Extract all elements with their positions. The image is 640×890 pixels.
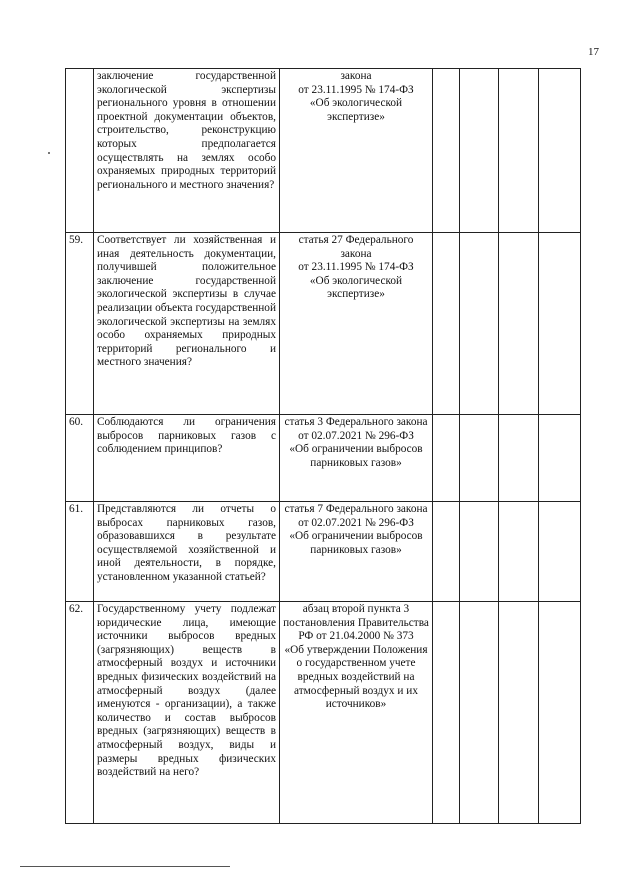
answer-cell bbox=[433, 602, 460, 824]
legal-basis-cell bbox=[280, 415, 433, 502]
legal-basis-cell bbox=[280, 69, 433, 233]
answer-cell bbox=[433, 233, 460, 415]
question-cell: заключение государственной экологической экспертизы регионального уровня в отношении проектной документации объектов, строительство, реконструкцию которых предполагается осуществлять на землях особо охраняемых природных территорий регионального и местного значения? bbox=[94, 69, 280, 233]
table-row bbox=[66, 415, 581, 502]
legal-basis-text: статья 3 Федерального закона от 02.07.2021 № 296-ФЗ «Об ограничении выбросов парниковых газов» bbox=[284, 416, 428, 469]
answer-cell bbox=[539, 502, 581, 602]
question-cell: Соблюдаются ли ограничения выбросов парниковых газов с соблюдением принципов? bbox=[94, 415, 280, 502]
answer-cell bbox=[433, 502, 460, 602]
table-row bbox=[66, 602, 581, 824]
table-row bbox=[66, 69, 581, 233]
legal-basis-text: закона от 23.11.1995 № 174-ФЗ «Об экологической экспертизе» bbox=[298, 70, 414, 123]
page-number: 17 bbox=[588, 46, 599, 58]
answer-cell bbox=[499, 415, 539, 502]
answer-cell bbox=[499, 69, 539, 233]
answer-cell bbox=[460, 233, 499, 415]
answer-cell bbox=[539, 602, 581, 824]
answer-cell bbox=[539, 233, 581, 415]
table-row bbox=[66, 233, 581, 415]
answer-cell bbox=[499, 602, 539, 824]
question-cell: Представляются ли отчеты о выбросах парниковых газов, образовавшихся в результате осуществляемой хозяйственной и иной деятельности, в порядке, установленном указанной статьей? bbox=[94, 502, 280, 602]
answer-cell bbox=[460, 69, 499, 233]
legal-basis-cell bbox=[280, 502, 433, 602]
legal-basis-text: статья 7 Федерального закона от 02.07.2021 № 296-ФЗ «Об ограничении выбросов парниковых газов» bbox=[284, 503, 428, 556]
answer-cell bbox=[433, 415, 460, 502]
table-row bbox=[66, 502, 581, 602]
answer-cell bbox=[460, 502, 499, 602]
footer-rule bbox=[20, 866, 230, 867]
answer-cell bbox=[539, 415, 581, 502]
row-number bbox=[66, 69, 94, 233]
row-number: 60. bbox=[66, 415, 94, 502]
answer-cell bbox=[433, 69, 460, 233]
scan-speck bbox=[48, 152, 50, 154]
row-number: 61. bbox=[66, 502, 94, 602]
answer-cell bbox=[460, 602, 499, 824]
checklist-table bbox=[65, 68, 581, 824]
question-cell: Соответствует ли хозяйственная и иная деятельность документации, получившей положительное заключение государственной экологической экспертизы в случае реализации объекта государственной экологической экспертизы на землях особо охраняемых природных территорий регионального и местного значения? bbox=[94, 233, 280, 415]
answer-cell bbox=[539, 69, 581, 233]
row-number: 62. bbox=[66, 602, 94, 824]
legal-basis-text: абзац второй пункта 3 постановления Правительства РФ от 21.04.2000 № 373 «Об утверждении Положения о государственном учете вредных воздействий на атмосферный воздух и их источников» bbox=[283, 603, 429, 711]
answer-cell bbox=[499, 502, 539, 602]
legal-basis-text: статья 27 Федерального закона от 23.11.1995 № 174-ФЗ «Об экологической экспертизе» bbox=[298, 234, 414, 301]
answer-cell bbox=[460, 415, 499, 502]
legal-basis-cell bbox=[280, 602, 433, 824]
answer-cell bbox=[499, 233, 539, 415]
question-cell: Государственному учету подлежат юридические лица, имеющие источники выбросов вредных (загрязняющих) веществ в атмосферный воздух и источники вредных физических воздействий на атмосферный воздух (далее именуются - организации), а также количество и состав выбросов вредных (загрязняющих) веществ в атмосферный воздух, виды и размеры вредных физических воздействий на него? bbox=[94, 602, 280, 824]
legal-basis-cell bbox=[280, 233, 433, 415]
row-number: 59. bbox=[66, 233, 94, 415]
